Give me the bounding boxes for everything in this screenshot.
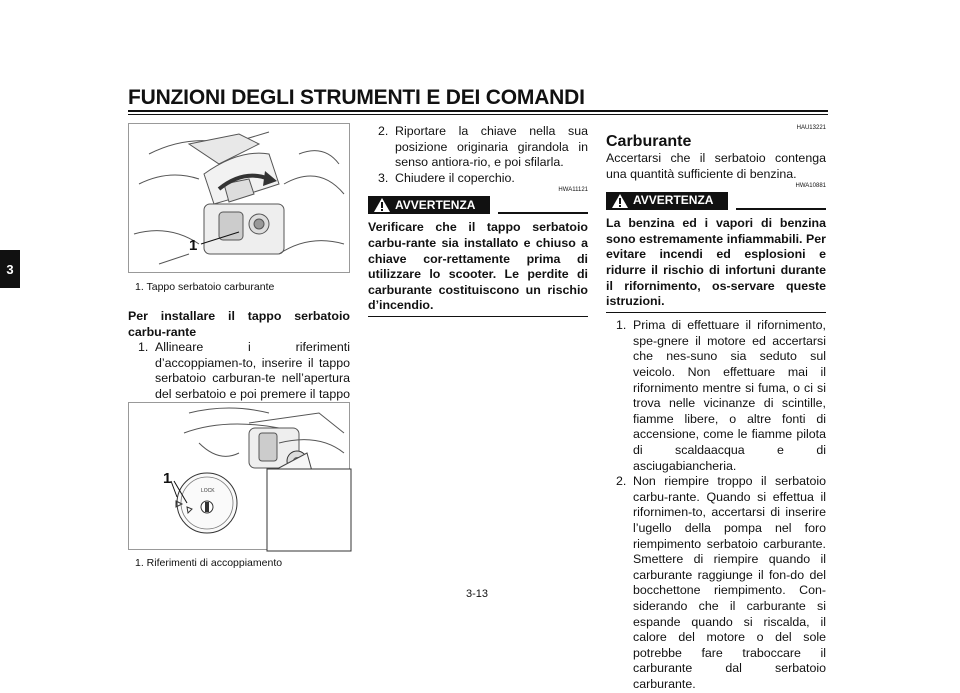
svg-text:LOCK: LOCK xyxy=(201,488,215,494)
list-item: 3. Chiudere il coperchio. xyxy=(378,170,515,185)
alignment-marks-illustration xyxy=(129,403,351,551)
section-intro: Accertarsi che il serbatoio contenga una quantità sufficiente di benzina. xyxy=(606,151,826,181)
warning-rule xyxy=(498,212,588,214)
fig1-marker: 1 xyxy=(189,237,198,254)
warning-end-rule xyxy=(606,312,826,314)
warning-header xyxy=(368,196,588,218)
warning-triangle-icon xyxy=(611,193,629,209)
page-number: 3-13 xyxy=(466,588,489,600)
middle-column xyxy=(368,124,588,317)
warning-code: HWA10881 xyxy=(795,183,826,190)
list-item: 2. Riportare la chiave nella sua posizione originaria girandola in senso antiora-rio, e poi sfilarla. xyxy=(378,124,588,170)
warning-label: AVVERTENZA xyxy=(633,193,714,208)
section-title: Carburante xyxy=(606,133,692,150)
list-item: 1. Allineare i riferimenti d’accoppiamen-to, inserire il tappo serbatoio carburan-te nell’apertura del serbatoio e poi premere il tappo xyxy=(138,340,350,401)
warning-rule xyxy=(736,208,826,210)
chapter-tab: 3 xyxy=(0,250,20,288)
figure-fuel-cap xyxy=(128,123,350,273)
title-rule xyxy=(128,110,828,112)
warning-badge xyxy=(606,192,728,210)
warning-header xyxy=(606,192,826,214)
subheading-install-cap: Per installare il tappo serbatoio carbu-rante xyxy=(128,309,350,339)
title-rule-thin xyxy=(128,114,828,115)
warning-label: AVVERTENZA xyxy=(395,197,476,212)
list-item: 1. Prima di effettuare il rifornimento, spe-gnere il motore ed accertarsi che nes-suno sia seduto sul veicolo. Non effettuare mai il rifornimento mentre si fuma, o ci si trova nelle vicinanze di scintille, fiamme libere, o altre fonti di accensione, come le fiamme pilota di scaldaacqua e di asciugabiancheria. xyxy=(616,318,826,473)
warning-text: Verificare che il tappo serbatoio carbu-rante sia installato e chiuso a chiave cor-rettamente prima di utilizzare lo scooter. Le perdite di carburante costituiscono un rischio d’incendio. xyxy=(368,220,588,313)
fuel-cap-illustration xyxy=(129,124,351,274)
fig1-caption: 1. Tappo serbatoio carburante xyxy=(135,281,275,293)
fig2-marker: 1 xyxy=(163,470,172,487)
fig2-caption: 1. Riferimenti di accoppiamento xyxy=(135,557,283,569)
page-title: FUNZIONI DEGLI STRUMENTI E DEI COMANDI xyxy=(128,86,585,109)
warning-badge xyxy=(368,196,490,214)
warning-code: HWA11121 xyxy=(558,187,588,194)
figure-alignment-marks xyxy=(128,402,350,550)
warning-text: La benzina ed i vapori di benzina sono estremamente infiammabili. Per evitare incendi ed esplosioni e ridurre il rischio di infortuni durante il rifornimento, os-servare queste istruzioni. xyxy=(606,216,826,309)
list-item: 2. Non riempire troppo il serbatoio carbu-rante. Quando si effettua il rifornimen-to, accertarsi di inserire l’ugello della pompa nel foro riempimento serbatoio carburante. Smettere di riempire quando il carburante raggiunge il fon-do del bocchettone riempimento. Con-siderando che il carburante si espande quando si riscalda, il calore del motore o del sole potrebbe fare traboccare il carburante dal serbatoio carburante. xyxy=(616,474,826,691)
section-code: HAU13221 xyxy=(796,125,826,131)
warning-end-rule xyxy=(368,316,588,318)
warning-triangle-icon xyxy=(373,197,391,213)
right-column xyxy=(606,124,826,693)
